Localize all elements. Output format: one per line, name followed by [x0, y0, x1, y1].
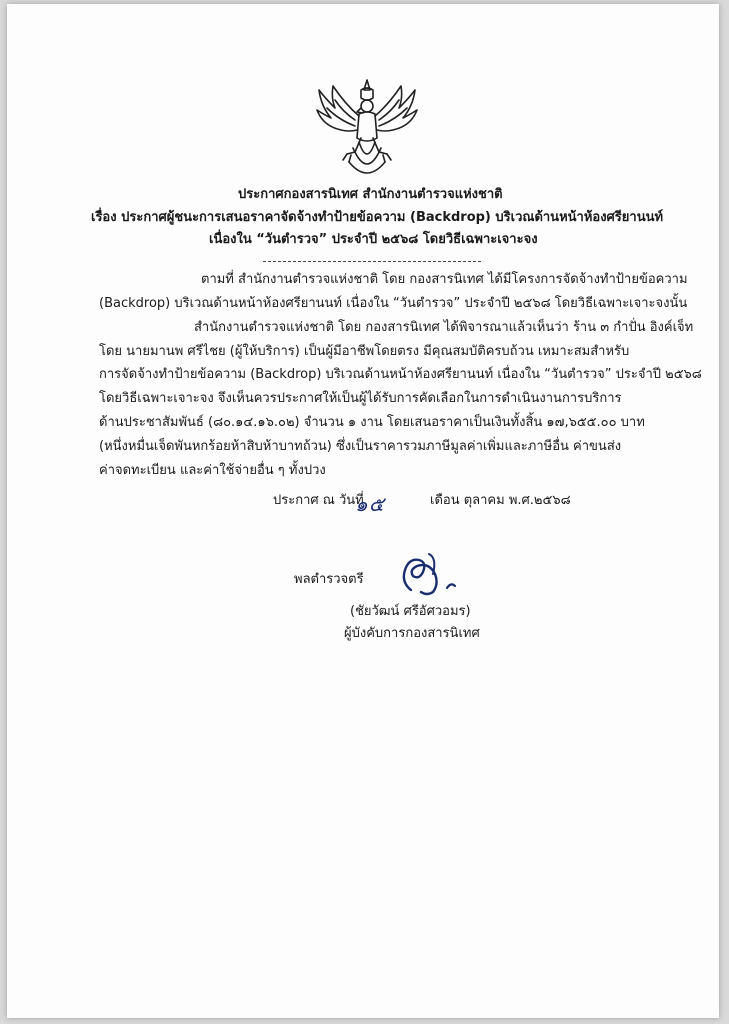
para2-line3: การจัดจ้างทำป้ายข้อความ (Backdrop) บริเวณด้านหน้าห้องศรียานนท์ เนื่องใน “วันตำรวจ” ประจำปี ๒๕๖๘ [99, 367, 702, 382]
garuda-emblem-icon [315, 76, 419, 184]
header-line-3: เนื่องใน “วันตำรวจ” ประจำปี ๒๕๖๘ โดยวิธีเฉพาะเจาะจง [209, 232, 538, 247]
para2-line5: ด้านประชาสัมพันธ์ (๘๐.๑๔.๑๖.๐๒) จำนวน ๑ งาน โดยเสนอราคาเป็นเงินทั้งสิ้น ๑๗,๖๕๕.๐๐ บาท [99, 415, 645, 430]
para2-line7: ค่าจดทะเบียน และค่าใช้จ่ายอื่น ๆ ทั้งปวง [99, 463, 326, 478]
announce-month-year: เดือน ตุลาคม พ.ศ.๒๕๖๘ [430, 493, 571, 508]
announce-prefix: ประกาศ ณ วันที่ [273, 493, 364, 508]
para2-line1: สำนักงานตำรวจแห่งชาติ โดย กองสารนิเทศ ได้พิจารณาแล้วเห็นว่า ร้าน ๓ กำปั่น อิงค์เจ็ท [194, 320, 694, 335]
para2-line6: (หนึ่งหมื่นเจ็ดพันหกร้อยห้าสิบห้าบาทถ้วน) ซึ่งเป็นราคารวมภาษีมูลค่าเพิ่มและภาษีอื่น ค่าขนส่ง [99, 439, 622, 454]
handwritten-signature [397, 552, 463, 596]
header-line-2: เรื่อง ประกาศผู้ชนะการเสนอราคาจัดจ้างทำป้ายข้อความ (Backdrop) บริเวณด้านหน้าห้องศรียานนท์ [91, 210, 664, 225]
para2-line2: โดย นายมานพ ศรีไชย (ผู้ให้บริการ) เป็นผู้มีอาชีพโดยตรง มีคุณสมบัติครบถ้วน เหมาะสมสำหรับ [99, 344, 630, 359]
para1-line2: (Backdrop) บริเวณด้านหน้าห้องศรียานนท์ เนื่องใน “วันตำรวจ” ประจำปี ๒๕๖๘ โดยวิธีเฉพาะเจาะจงนั้น [99, 296, 688, 311]
divider-rule [263, 261, 481, 262]
announce-day-handwritten: ๑๕ [355, 492, 385, 516]
para1-line1: ตามที่ สำนักงานตำรวจแห่งชาติ โดย กองสารนิเทศ ได้มีโครงการจัดจ้างทำป้ายข้อความ [201, 272, 688, 287]
signer-position: ผู้บังคับการกองสารนิเทศ [344, 626, 480, 641]
header-line-1: ประกาศกองสารนิเทศ สำนักงานตำรวจแห่งชาติ [238, 187, 503, 202]
signer-name: (ชัยวัฒน์ ศรีอัศวอมร) [350, 604, 471, 619]
document-page [7, 4, 719, 1018]
para2-line4: โดยวิธีเฉพาะเจาะจง จึงเห็นควรประกาศให้เป็นผู้ได้รับการคัดเลือกในการดำเนินงานการบริการ [99, 391, 622, 406]
signer-rank: พลตำรวจตรี [294, 572, 364, 587]
